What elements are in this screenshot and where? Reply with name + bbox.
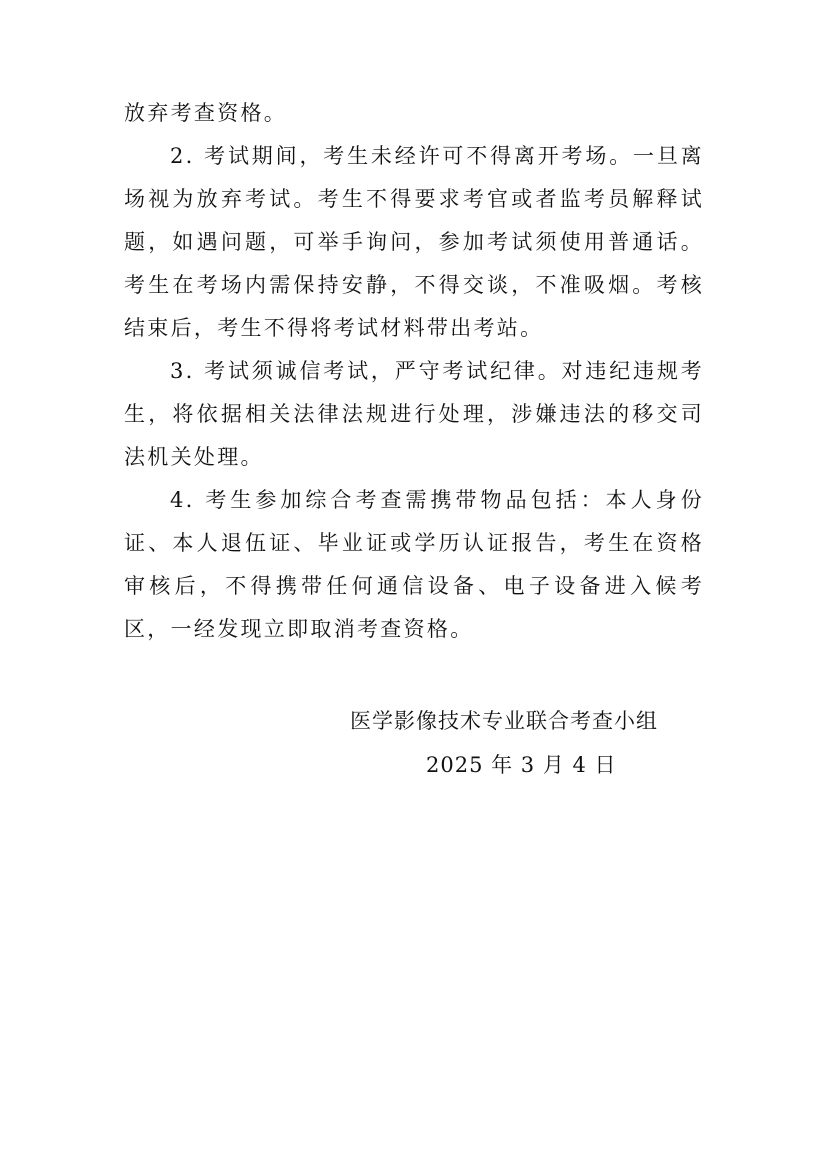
paragraph-rule-2: 2. 考试期间，考生未经许可不得离开考场。一旦离场视为放弃考试。考生不得要求考官或者监考员解释试题，如遇问题，可举手询问，参加考试须使用普通话。考生在考场内需保持安静，不得交谈，不准吸烟。考核结束后，考生不得将考试材料带出考站。 (124, 144, 704, 340)
signature-date: 2025 年 3 月 4 日 (426, 753, 617, 777)
document-body (124, 92, 704, 651)
paragraph-continuation: 放弃考查资格。 (124, 101, 288, 125)
paragraph-rule-4: 4. 考生参加综合考查需携带物品包括：本人身份证、本人退伍证、毕业证或学历认证报告，考生在资格审核后，不得携带任何通信设备、电子设备进入候考区，一经发现立即取消考查资格。 (124, 488, 704, 641)
paragraph-rule-3: 3. 考试须诚信考试，严守考试纪律。对违纪违规考生，将依据相关法律法规进行处理，涉嫌违法的移交司法机关处理。 (124, 359, 704, 469)
signature-organization: 医学影像技术专业联合考查小组 (350, 709, 658, 733)
